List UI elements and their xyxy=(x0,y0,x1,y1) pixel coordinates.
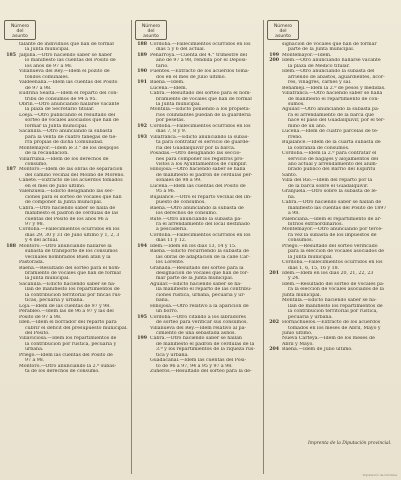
entry-text: 95 á 96. xyxy=(156,189,176,195)
entry-text: Cabra.—Resultado del sorteo para el nom- xyxy=(150,91,251,97)
entry-text: cubrir el déficit del presupuesto municipal. xyxy=(25,325,128,331)
entry-text: Bujalance.—Otro el reparto vecinal del im- xyxy=(150,194,252,200)
entry-text: Lucena.—Idem. xyxy=(150,85,188,91)
entry-number: 191 xyxy=(137,80,147,86)
entry-text: talante de individuos que han de formar xyxy=(19,42,115,47)
entry-text: designación de vocales que han de for- xyxy=(156,271,249,277)
entry-text: Idem.—Otro anunciando hallarse vacante xyxy=(282,58,381,64)
entry-text: manifiesto las cuentas del Pósito de 1897 xyxy=(288,205,387,211)
entry-text: Nueva Carteya.—Idem de los meses de xyxy=(282,336,375,342)
entry-text: en el mes de Julio último. xyxy=(25,183,86,189)
entry-text: tomados en los meses de Abril, Mayo y xyxy=(288,325,381,331)
entry-text: para la venta de cuatro fanegas de tie- xyxy=(25,134,117,140)
entry-text: cimiento de una sebastada asnos. xyxy=(156,331,236,337)
entry-text: los años de 97 á 98. xyxy=(25,63,73,69)
entry-text: lla manifiesto el reparto de las contribu- xyxy=(156,287,252,293)
entry-text: un borro. xyxy=(156,309,179,315)
entry-text: mino de un año. xyxy=(288,123,327,129)
entry-text: Cabra.—Otro haciendo saber se hallan de xyxy=(282,200,382,206)
entry-text: de sorteo para verificar sus consumos. xyxy=(156,320,248,326)
header-word: Número xyxy=(141,24,161,29)
entry-text: de manifiesto el repartimiento de con- xyxy=(288,96,379,102)
entry-text: Aguilar.—Otro anunciando la subasta pa- xyxy=(282,107,380,113)
entry-text: de manifiesto el padrón de cerdulas de la xyxy=(156,341,255,347)
entry-text: Idem.—Idem en los días 20, 21, 22, 23 xyxy=(282,271,374,277)
archive-stamp: Diputación de Córdoba xyxy=(362,473,397,477)
entry-number xyxy=(2,369,19,374)
entry-text: y 24. xyxy=(288,276,300,282)
entry-text: Junta municipal. xyxy=(282,292,321,298)
entry-text: Villa del Río.—Idem del reparto por la xyxy=(282,178,373,184)
entry-text: ña. xyxy=(288,194,296,200)
header-word: asunto xyxy=(275,34,291,40)
entry-text: ra vez la subasta de los impuestos de xyxy=(288,232,377,238)
entry-text: sumos. xyxy=(288,101,305,107)
entry-number: 194 xyxy=(137,243,147,249)
header-word: asunto xyxy=(12,34,28,40)
entry-text: consumos. xyxy=(288,238,314,244)
column-divider xyxy=(131,20,132,474)
index-entry xyxy=(133,369,262,374)
entry-number: 202 xyxy=(269,320,279,326)
entry-text: llan de manifiesto los repartimientos de xyxy=(288,303,383,309)
entry-text: Baena.—Edicto recurriendo la subasta de xyxy=(150,249,249,255)
entry-text: subasta de transporte de los consumos xyxy=(25,249,118,255)
entry-number: 199 xyxy=(269,52,279,58)
entry-text: Cabra.—Otro haciendo saber se hallan xyxy=(150,336,242,342)
entry-text: á 98. xyxy=(288,211,300,217)
entry-text: Baena.—Otro anunciando la subasta de xyxy=(150,205,244,211)
entry-text: bitrios extraordinarios. xyxy=(288,221,344,227)
entry-text: del camino vecinal del Molino de Moreno. xyxy=(25,172,125,178)
entry-text: Córdoba.—Fallecimientos ocurridos en los xyxy=(150,232,251,238)
entry-text: Obrin.—Otro anunciando hallarse vacante xyxy=(19,101,120,107)
entry-number: 188 xyxy=(6,243,16,249)
entry-text: llan de manifiesto los repartimientos de xyxy=(25,287,120,293)
entry-text: de componer la Junta municipal. xyxy=(25,200,103,206)
entry-number: 195 xyxy=(137,314,147,320)
entry-text: la cobranza de consumos. xyxy=(288,145,350,151)
entry-number: 192 xyxy=(137,123,147,129)
entry-text: la contribución por rústica, pecuaria y xyxy=(25,341,117,347)
entry-text: Montemayor.—Otro anunciando por terce- xyxy=(282,227,383,233)
entry-text: Valenzuela.—Edicto designando las sec- xyxy=(19,189,114,195)
entry-text: la plaza de Secretario titular. xyxy=(25,107,95,113)
entry-text: Benamejí.—Idem la 2.ª de pesos y medidas. xyxy=(282,85,386,91)
entry-text: arriendo de abastos, aguardientes, licor- xyxy=(288,74,385,80)
entry-text: Palenciana.—Idem el repartimiento de ar- xyxy=(282,216,382,222)
entry-text: Junio último. xyxy=(282,331,313,337)
entry-text: ra la elección de vocales asociados de la xyxy=(288,287,384,293)
entry-text: 97 y 98. xyxy=(25,221,45,227)
entry-text: pecuaria y urbana. xyxy=(288,314,333,320)
entry-text: puesto de consumos. xyxy=(156,200,206,206)
entry-text: sonales de 98 á 99. xyxy=(156,178,202,184)
entry-text: Baena.—Idem. xyxy=(150,80,185,86)
entry-text: dos en el mes de Julio último. xyxy=(156,74,226,80)
entry-text: parte de la Junta municipal. xyxy=(288,47,355,53)
entry-text: Lucena.—Idem las cuentas del Pósito de xyxy=(150,183,246,189)
entry-number: 201 xyxy=(269,271,279,277)
entry-text: tica y urbana. xyxy=(156,352,189,358)
index-entry xyxy=(265,347,398,352)
header-word: del xyxy=(16,29,24,35)
entry-text: la Junta municipal. xyxy=(25,47,70,53)
header-word: del xyxy=(279,29,287,35)
entry-number: 188 xyxy=(137,42,147,47)
entry-text: Sacanilla.—Edicto haciendo saber se ha- xyxy=(19,281,116,287)
entry-text: las obras de adaptación de la calle Car- xyxy=(156,254,250,260)
entry-text: Fuentes.—Extracto de los acuerdos toma- xyxy=(150,69,250,75)
entry-text: Pastorada. xyxy=(19,260,45,266)
entry-text: Santo. xyxy=(282,172,298,178)
entry-text: signación de vocales que han de formar xyxy=(282,42,377,47)
entry-number: 204 xyxy=(269,347,279,353)
entry-text: servicio de bagajes y alojamientos del xyxy=(288,156,379,162)
entry-text: brado público del Barrio del Espíritu xyxy=(288,167,376,173)
index-column-right xyxy=(265,42,398,476)
entry-text: manifiesto el padrón de cerdulas de las xyxy=(25,211,119,217)
entry-text: Montoro.—Idem de las obras de separación xyxy=(19,167,123,173)
entry-text: de 97 á 98. xyxy=(25,85,52,91)
entry-text: Montilla.—Edicto haciendo saber se ha- xyxy=(282,298,377,304)
index-column-middle xyxy=(133,42,262,476)
entry-text: Villanueva del Rey.—Idem relativo al pa- xyxy=(150,325,246,331)
entry-text: del Pósito. xyxy=(25,331,50,337)
entry-text: res, vinagres, carnes y sal. xyxy=(288,80,352,86)
column-divider xyxy=(263,20,264,474)
entry-text: Lucena.—Idem de cuatro parcelas de te- xyxy=(282,129,379,135)
entry-text: 3.ª y los repartimientos de la riqueza rús- xyxy=(156,347,255,353)
entry-text: Idem.—Resultado del sorteo de vocales pa- xyxy=(282,281,385,287)
entry-text: Montilla.—Edicto poniendo a los propieta- xyxy=(150,107,251,113)
entry-text: Abril y Mayo. xyxy=(282,341,314,347)
entry-text: Montemayor.—Idem le 3.° de los despojos xyxy=(19,145,119,151)
entry-text: vistos a los Ayuntamientos de cumplir. xyxy=(156,161,248,167)
entry-number: 185 xyxy=(6,52,16,58)
entry-text: Priego.—Idem las cuentas del Pósito de xyxy=(19,352,113,358)
entry-text: to de 96 á 97, 94 á 95 y 97 á 98. xyxy=(156,363,233,369)
entry-text: Córdoba.—Fallecimientos ocurridos en los xyxy=(282,260,383,266)
header-word: asunto xyxy=(143,34,159,40)
column-header-middle xyxy=(135,20,167,40)
entry-text: urbana. xyxy=(25,347,44,353)
entry-text: por pesetas. xyxy=(156,118,186,124)
entry-text: Loeja.—Otro publicando el resultado del xyxy=(19,112,116,118)
entry-text: cuentas del Pósito de los años 96 á xyxy=(25,216,108,222)
printer-footer: Imprenta de la Diputación provincial. xyxy=(308,441,392,446)
entry-text: Granada.—Resultado del sorteo para la xyxy=(150,265,244,271)
entry-text: de la barca sobre el Guadalquivir. xyxy=(288,183,369,189)
entry-text: ría del Guadalquivir por la barca. xyxy=(156,145,236,151)
header-word: Número xyxy=(273,24,293,29)
entry-text: Montoro.—Otro anunciando la 2.ª subas- xyxy=(19,363,117,369)
entry-text: Villarrubia.—Idem de los derechos de xyxy=(19,156,109,162)
header-word: del xyxy=(147,29,155,35)
entry-text: días 5 y 6 del actual. xyxy=(156,47,206,53)
entry-text: año de 97 á 98, rendida por el Deposi- xyxy=(156,58,248,64)
entry-text: 97 á 98. xyxy=(25,358,45,364)
entry-text: vecinales nombrados Buen afán y la xyxy=(25,254,111,260)
entry-text: tario. xyxy=(156,63,169,69)
entry-text: Bujalance.—Idem de la cuarta subasta de xyxy=(282,140,381,146)
entry-text: ciones rústica, urbana, pecuaria y ur- xyxy=(156,292,246,298)
index-column-left xyxy=(2,42,130,476)
entry-text: Hinojosa.—Otro relativo a la aparición de xyxy=(150,303,249,309)
entry-text: Sacanilla.—Otro anunciando la subasta xyxy=(19,129,113,135)
entry-text: año actual y arrendamiento del alum- xyxy=(288,161,378,167)
entry-text: consumo. xyxy=(25,161,48,167)
entry-text: Perableo.—Idem las de 96 á 97 y las del xyxy=(19,309,114,315)
entry-text: y 4 del actual. xyxy=(25,238,59,244)
column-header-right xyxy=(267,20,299,40)
entry-text: Aguilar.—Edicto haciendo saber se ha- xyxy=(150,281,242,287)
entry-text: rra propias de dicha Comunidad. xyxy=(25,140,104,146)
entry-text: Zuheros.—Resultado del sorteo para la de- xyxy=(150,369,252,375)
entry-text: mar parte de la Junta municipal. xyxy=(156,276,234,282)
entry-text: ra el arrendamiento del local destinado xyxy=(156,221,250,227)
entry-text: los Lorente. xyxy=(156,260,185,266)
entry-text: ticas, pecuaria y urbana. xyxy=(25,298,84,304)
entry-text: hace el paso del Guadalquivir, por el tér- xyxy=(288,118,385,124)
entry-text: Montemayor.—Idem. xyxy=(282,52,332,58)
entry-number xyxy=(133,369,150,374)
entry-text: fondos comunales. xyxy=(25,74,70,80)
entry-text: Priego.—Resultado del sorteo verificado xyxy=(282,243,378,249)
entry-number: 189 xyxy=(137,52,147,58)
entry-text: Montoro.—Otro anunciando hallarse la xyxy=(19,243,112,249)
entry-text: a pescadería. xyxy=(156,227,188,233)
entry-text: Córdoba.—Otro citando a los labradores xyxy=(150,314,246,320)
entry-text: Hinojosa.—Otro haciendo saber se halla xyxy=(150,167,246,173)
entry-number: 200 xyxy=(269,58,279,64)
column-header-left xyxy=(4,20,36,40)
entry-text: sorteo de vocales asociados que han de xyxy=(25,118,119,124)
entry-text: Pósito de 97 á 98. xyxy=(19,314,62,320)
entry-text: Baena.—Resultado del sorteo para el nom- xyxy=(19,265,121,271)
entry-text: tribú de consumos de 94 á 95. xyxy=(25,96,97,102)
entry-text: la Junta municipal. xyxy=(288,254,333,260)
entry-text: Jalpilla.—Otro haciendo saber se haber xyxy=(19,52,113,58)
entry-text: de la recaudación. xyxy=(25,151,69,157)
entry-text: lo manifiesto las cuentas del Pósito de xyxy=(25,58,116,64)
entry-text: Córdoba.—Fallecimientos ocurridos en los xyxy=(150,123,251,129)
entry-text: ra el arrendamiento de la barca que xyxy=(288,112,374,118)
entry-text: Idem.—Idem en los días 13, 14 y 15. xyxy=(150,243,237,249)
entry-text: los derechos de consumo. xyxy=(156,211,218,217)
entry-number: 187 xyxy=(6,167,16,173)
entry-text: Granjuela.—Otro sobre la subasta de le- xyxy=(282,189,378,195)
entry-text: la contribución territorial por rústica, xyxy=(288,309,378,315)
entry-text: Villafranca.—Otro haciendo saber se halla xyxy=(282,91,383,97)
entry-text: Córdoba.—Fallecimientos ocurridos en los xyxy=(19,227,120,233)
entry-text: la contribución territorial por fincas rús- xyxy=(25,292,122,298)
entry-text: ta para contratar el servicio de guarde- xyxy=(156,140,250,146)
entry-text: rreno. xyxy=(288,134,303,140)
entry-text: días 7, 8 y 9. xyxy=(156,129,187,135)
entry-text: días 1, 6, 15, 16 y 18. xyxy=(288,265,340,271)
entry-text: Peñarroya.—Cuenta del 4.° trimestre del xyxy=(150,52,248,58)
entry-text: la Junta municipal. xyxy=(25,276,70,282)
index-entry xyxy=(2,369,130,374)
entry-text: Loja.—Idem de las cuentas de 97 y 98. xyxy=(19,303,111,309)
entry-text: ciones para el sorteo de vocales que han xyxy=(25,194,122,200)
entry-text: rios colindantes puedan de la guardería xyxy=(156,112,251,118)
entry-text: nes para componer los registros pro- xyxy=(156,156,244,162)
entry-text: de manifiesto el padrón de cerdulas per- xyxy=(156,172,253,178)
entry-number: 199 xyxy=(137,336,147,342)
entry-text: ta de los derechos de consumo. xyxy=(25,369,100,375)
entry-text: para la elección de vocales asociados de xyxy=(288,249,384,255)
entry-text: Baena.—Idem de Julio último. xyxy=(282,347,353,353)
entry-text: Guadacanal.—Idem las cuentas del Pósi- xyxy=(150,358,247,364)
entry-text: Posadas.—Otro designando las seccio- xyxy=(150,151,241,157)
entry-text: Valdeenalla.—Idem las cuentas del Pósito xyxy=(19,80,118,86)
entry-text: bana. xyxy=(156,298,170,304)
entry-text: días 11 y 12. xyxy=(156,238,187,244)
entry-text: Córdoba.—Fallecimientos ocurridos en los xyxy=(150,42,251,47)
entry-text: Hornachuelos.—Extracto de los acuerdos xyxy=(282,320,381,326)
entry-text: Eudrina Sealta.—Idem el reparto del con- xyxy=(19,91,119,97)
entry-text: la plaza de Médico titular. xyxy=(288,63,350,69)
entry-number: 193 xyxy=(137,134,147,140)
entry-text: Villaviciosa.—Idem los repartimientos de xyxy=(19,336,117,342)
entry-text: Iden.—Idem el borrador del reparto para xyxy=(19,320,117,326)
entry-text: formar la Junta municipal. xyxy=(25,123,88,129)
entry-text: bramiento de vocales que han de formar xyxy=(25,271,122,277)
header-word: Número xyxy=(10,24,30,29)
entry-text: Cañete.—Extracto de los acuerdos tomados xyxy=(19,178,123,184)
entry-text: Córdoba.—Idem la 2.ª para contratar el xyxy=(282,151,377,157)
entry-text: Villafranca.—Edicto anunciando la subas- xyxy=(150,134,249,140)
entry-text: Villanueva del Rey.—Idem el pozito de xyxy=(19,69,110,75)
entry-text: Idem.—Otro anunciando la subasta del xyxy=(282,69,375,75)
entry-text: la Junta municipal. xyxy=(156,101,201,107)
entry-text: Rute.—Otro anunciando la subasta pa- xyxy=(150,216,242,222)
entry-text: bramiento de vocales que han de formar xyxy=(156,96,253,102)
entry-text: días 29, 30 y 31 de Julio último y 1, 2, 3 xyxy=(25,232,120,238)
entry-number: 190 xyxy=(137,69,147,75)
entry-text: Cabra.—Otro haciendo saber se halla de xyxy=(19,205,116,211)
